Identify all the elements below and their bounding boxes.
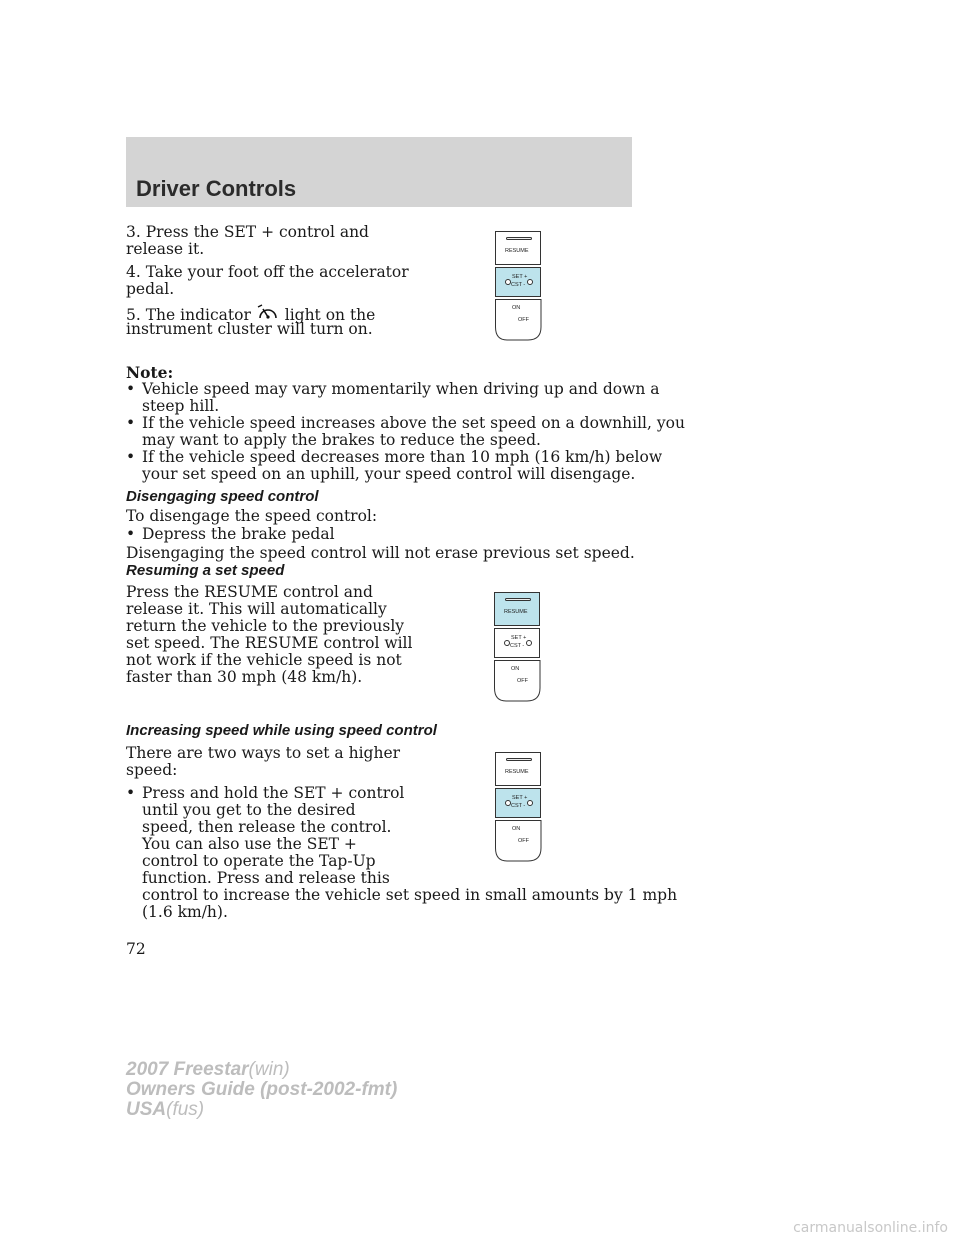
cst-label: CST - [511, 803, 526, 809]
step-5-after: light on the [284, 306, 376, 324]
on-off-button [495, 820, 543, 862]
set-button [495, 267, 541, 297]
on-label: ON [512, 305, 521, 311]
off-label: OFF [517, 678, 528, 684]
footer-line-1 [126, 1060, 290, 1080]
footer-line-3 [126, 1100, 204, 1120]
on-off-button [494, 660, 542, 702]
set-button [494, 628, 540, 658]
on-label: ON [511, 666, 520, 672]
set-button [495, 788, 541, 818]
on-off-button [495, 299, 543, 341]
increasing-bullet-text: Press and hold the SET + control until you get to the desired speed, then release the control. You can also use the SET + control to operate the Tap-Up function. Press and release this [142, 784, 405, 887]
footer-market: USA [126, 1099, 167, 1120]
note-bullet-3: • [126, 448, 136, 466]
note-1-text: Vehicle speed may vary momentarily when driving up and down a steep hill. [142, 380, 660, 415]
set-label: SET + [511, 635, 527, 641]
step-5-line2: instrument cluster will turn on. [126, 320, 373, 338]
on-label: ON [512, 826, 521, 832]
resume-button [495, 231, 541, 265]
footer-guide: Owners Guide (post-2002-fmt) [126, 1079, 398, 1100]
increasing-heading: Increasing speed while using speed control [126, 722, 437, 739]
note-bullet-1: • [126, 380, 136, 398]
off-label: OFF [518, 317, 529, 323]
off-label: OFF [518, 838, 529, 844]
step-4-text: 4. Take your foot off the accelerator pedal. [126, 263, 409, 298]
resuming-text: Press the RESUME control and release it. This will automatically return the vehicle to the previously set speed. The RESUME control will not work if the vehicle speed is not faster than 30 mph (48 km/h). [126, 583, 413, 686]
disengaging-heading: Disengaging speed control [126, 488, 319, 505]
set-label: SET + [512, 274, 528, 280]
cst-label: CST - [511, 282, 526, 288]
resume-button [495, 752, 541, 786]
footer-model-code: (win) [248, 1059, 290, 1080]
footer-model: 2007 Freestar [126, 1059, 249, 1080]
increasing-bullet: • [126, 784, 136, 802]
resuming-heading: Resuming a set speed [126, 562, 285, 579]
page-number: 72 [126, 940, 146, 958]
cst-label: CST - [510, 643, 525, 649]
note-label: Note: [126, 363, 174, 382]
increasing-continuation: control to increase the vehicle set speed in small amounts by 1 mph (1.6 km/h). [142, 886, 678, 921]
disengaging-after: Disengaging the speed control will not erase previous set speed. [126, 544, 635, 562]
section-title: Driver Controls [136, 176, 297, 201]
note-bullet-2: • [126, 414, 136, 432]
resume-label: RESUME [505, 248, 529, 254]
note-2-text: If the vehicle speed increases above the set speed on a downhill, you may want to apply the brakes to reduce the speed. [142, 414, 685, 449]
resume-label: RESUME [505, 769, 529, 775]
note-3-text: If the vehicle speed decreases more than 10 mph (16 km/h) below your set speed on an uphill, your speed control will disengage. [142, 448, 663, 483]
disengaging-intro: To disengage the speed control: [126, 507, 378, 525]
footer-market-code: (fus) [166, 1099, 205, 1120]
resume-label: RESUME [504, 609, 528, 615]
step-3-text: 3. Press the SET + control and release it. [126, 223, 369, 258]
increasing-intro: There are two ways to set a higher speed: [126, 744, 401, 779]
disengaging-bullet: • [126, 525, 136, 543]
disengaging-bullet-text: Depress the brake pedal [142, 525, 335, 543]
footer-line-2 [126, 1080, 397, 1100]
resume-button [494, 592, 540, 626]
set-label: SET + [512, 795, 528, 801]
step-5-before: 5. The indicator [126, 306, 251, 324]
watermark[interactable]: carmanualsonline.info [793, 1220, 948, 1236]
